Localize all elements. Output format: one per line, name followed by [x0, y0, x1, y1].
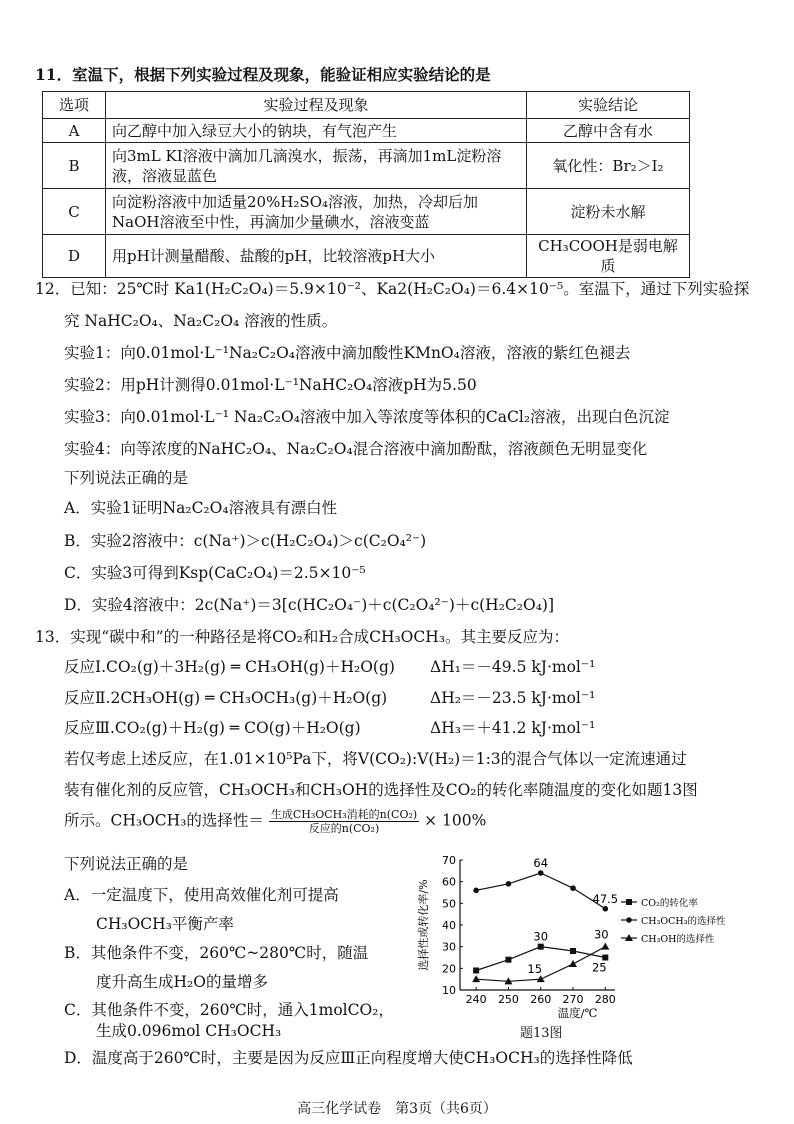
table-row	[43, 189, 690, 235]
q13-desc3-pre: 所示。CH₃OCH₃的选择性＝	[64, 811, 264, 830]
x-tick-label: 260	[530, 993, 552, 1006]
q13-reaction-1: 反应Ⅰ.CO₂(g)＋3H₂(g) ═ CH₃OH(g)＋H₂O(g)	[64, 658, 395, 676]
row-option: A	[43, 119, 106, 143]
data-label: 30	[533, 929, 549, 944]
table-row	[43, 119, 690, 143]
table-header-row	[43, 92, 690, 119]
table-row	[43, 235, 690, 278]
q13-desc-line3	[64, 808, 486, 835]
q13-reaction-3: 反应Ⅲ.CO₂(g)＋H₂(g) ═ CO(g)＋H₂O(g)	[64, 719, 361, 737]
q12-ask: 下列说法正确的是	[64, 469, 189, 487]
q11-table	[42, 91, 690, 278]
q13-option-b-line1[interactable]: B．其他条件不变，260℃~280℃时，随温	[64, 944, 369, 962]
legend-label: CH₃OCH₃的选择性	[641, 916, 726, 927]
selectivity-fraction	[269, 808, 419, 835]
q13-stem: 13．实现“碳中和”的一种路径是将CO₂和H₂合成CH₃OCH₃。其主要反应为：	[35, 628, 569, 646]
row-process: 向淀粉溶液中加适量20%H₂SO₄溶液，加热，冷却后加NaOH溶液至中性，再滴加少量碘水，溶液变蓝	[106, 189, 527, 235]
row-conclusion: 氧化性：Br₂＞I₂	[527, 143, 690, 189]
y-tick-label: 40	[442, 919, 456, 932]
data-point-triangle	[472, 975, 480, 982]
row-option: B	[43, 143, 106, 189]
q13-ask: 下列说法正确的是	[64, 855, 189, 873]
q13-option-d[interactable]: D．温度高于260℃时，主要是因为反应Ⅲ正向程度增大使CH₃OCH₃的选择性降低	[64, 1049, 633, 1067]
q13-option-c-line1[interactable]: C．其他条件不变，260℃时，通入1molCO₂，	[64, 1001, 394, 1019]
q13-chart	[415, 850, 745, 1035]
q12-option-a[interactable]: A．实验1证明Na₂C₂O₄溶液具有漂白性	[64, 499, 338, 517]
data-point-square	[538, 944, 544, 950]
legend-marker-square	[626, 899, 632, 905]
page-footer: 高三化学试卷 第3页（共6页）	[297, 1101, 497, 1117]
q13-dh-3: ΔH₃＝＋41.2 kJ·mol⁻¹	[430, 719, 596, 737]
data-point-square	[473, 968, 479, 974]
table-row	[43, 143, 690, 189]
q12-exp4: 实验4：向等浓度的NaHC₂O₄、Na₂C₂O₄混合溶液中滴加酚酞，溶液颜色无明显变化	[64, 440, 648, 458]
data-point-circle	[473, 888, 479, 894]
q13-desc3-post: × 100%	[424, 811, 487, 830]
q13-option-c-line2[interactable]: 生成0.096mol CH₃OCH₃	[96, 1022, 282, 1040]
y-axis-label: 选择性或转化率/%	[417, 879, 430, 971]
header-process: 实验过程及现象	[106, 92, 527, 119]
q13-option-a-line1[interactable]: A．一定温度下，使用高效催化剂可提高	[64, 886, 339, 904]
row-process: 用pH计测量醋酸、盐酸的pH，比较溶液pH大小	[106, 235, 527, 278]
q11-stem: 11．室温下，根据下列实验过程及现象，能验证相应实验结论的是	[35, 65, 491, 84]
row-process: 向3mL KI溶液中滴加几滴溴水，振荡，再滴加1mL淀粉溶液，溶液显蓝色	[106, 143, 527, 189]
data-point-triangle	[537, 975, 545, 982]
row-process: 向乙醇中加入绿豆大小的钠块，有气泡产生	[106, 119, 527, 143]
y-tick-label: 50	[442, 897, 456, 911]
legend-label: CH₃OH的选择性	[641, 934, 715, 945]
data-point-square	[505, 957, 511, 963]
legend-label: CO₂的转化率	[641, 898, 698, 909]
y-tick-label: 20	[442, 962, 456, 976]
fraction-numerator: 生成CH₃OCH₃消耗的n(CO₂)	[270, 808, 418, 821]
data-point-circle	[603, 906, 609, 912]
x-tick-label: 270	[562, 993, 584, 1006]
row-option: C	[43, 189, 106, 235]
q13-desc-line1: 若仅考虑上述反应，在1.01×10⁵Pa下，将V(CO₂):V(H₂)＝1:3的混合气体以一定流速通过	[64, 750, 687, 768]
q12-exp3: 实验3：向0.01mol·L⁻¹ Na₂C₂O₄溶液中加入等浓度等体积的CaCl₂溶液，出现白色沉淀	[64, 408, 670, 426]
q13-option-b-line2[interactable]: 度升高生成H₂O的量增多	[96, 973, 268, 991]
q13-option-a-line2[interactable]: CH₃OCH₃平衡产率	[96, 915, 234, 933]
q13-dh-2: ΔH₂＝－23.5 kJ·mol⁻¹	[430, 689, 596, 707]
data-point-circle	[506, 881, 512, 887]
data-point-circle	[570, 885, 576, 891]
legend-marker-circle	[626, 917, 632, 923]
row-conclusion: 淀粉未水解	[527, 189, 690, 235]
header-option: 选项	[43, 92, 106, 119]
x-axis-label: 温度/℃	[557, 1006, 598, 1020]
q12-option-b[interactable]: B．实验2溶液中：c(Na⁺)＞c(H₂C₂O₄)＞c(C₂O₄²⁻)	[64, 532, 427, 550]
q12-exp1: 实验1：向0.01mol·L⁻¹Na₂C₂O₄溶液中滴加酸性KMnO₄溶液，溶液的紫红色褪去	[64, 344, 631, 362]
y-tick-label: 70	[442, 854, 456, 867]
data-label: 47.5	[592, 891, 619, 906]
y-tick-label: 30	[442, 940, 456, 954]
q12-option-c[interactable]: C．实验3可得到Ksp(CaC₂O₄)＝2.5×10⁻⁵	[64, 564, 366, 582]
fraction-denominator: 反应的n(CO₂)	[308, 822, 380, 835]
data-point-triangle	[601, 943, 609, 950]
q12-option-d[interactable]: D．实验4溶液中：2c(Na⁺)＝3[c(HC₂O₄⁻)＋c(C₂O₄²⁻)＋c(H₂C₂O₄)]	[64, 596, 554, 614]
q12-stem-line2: 究 NaHC₂O₄、Na₂C₂O₄ 溶液的性质。	[64, 312, 338, 330]
series-line	[476, 873, 605, 909]
row-option: D	[43, 235, 106, 278]
chart-caption: 题13图	[520, 1026, 563, 1041]
q13-dh-1: ΔH₁＝－49.5 kJ·mol⁻¹	[430, 658, 596, 676]
x-tick-label: 280	[594, 993, 616, 1006]
x-tick-label: 240	[465, 993, 487, 1006]
data-label: 30	[593, 927, 609, 942]
data-label: 15	[527, 962, 543, 977]
q12-exp2: 实验2：用pH计测得0.01mol·L⁻¹NaHC₂O₄溶液pH为5.50	[64, 376, 477, 394]
row-conclusion: CH₃COOH是弱电解质	[527, 235, 690, 278]
row-conclusion: 乙醇中含有水	[527, 119, 690, 143]
q13-desc-line2: 装有催化剂的反应管，CH₃OCH₃和CH₃OH的选择性及CO₂的转化率随温度的变化如题13图	[64, 781, 698, 799]
data-label: 25	[591, 960, 607, 975]
header-conclusion: 实验结论	[527, 92, 690, 119]
data-label: 64	[533, 856, 549, 870]
y-tick-label: 60	[442, 875, 456, 889]
data-point-square	[570, 948, 576, 954]
data-point-triangle	[569, 960, 577, 967]
q13-reaction-2: 反应Ⅱ.2CH₃OH(g) ═ CH₃OCH₃(g)＋H₂O(g)	[64, 689, 388, 707]
x-tick-label: 250	[497, 993, 519, 1006]
q12-stem-line1: 12．已知：25℃时 Ka1(H₂C₂O₄)＝5.9×10⁻²、Ka2(H₂C₂O₄)＝6.4×10⁻⁵。室温下，通过下列实验探	[35, 280, 750, 298]
data-point-circle	[538, 870, 544, 876]
y-tick-label: 10	[442, 984, 456, 997]
